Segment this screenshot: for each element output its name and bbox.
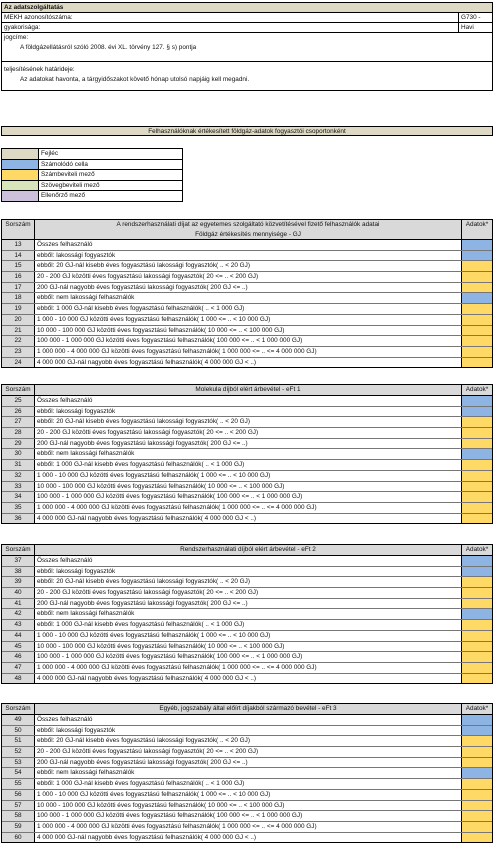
row-number: 32 <box>2 471 35 481</box>
table-row <box>2 293 492 304</box>
row-number: 36 <box>2 514 35 524</box>
data-input-cell[interactable] <box>462 326 492 336</box>
frequency-value: Havi <box>458 23 494 32</box>
data-input-cell[interactable] <box>462 779 492 789</box>
data-input-cell[interactable] <box>462 652 492 662</box>
table-title-text: Molekula díjból elért árbevétel - eFt 1 <box>195 386 301 393</box>
deadline-label: teljesítésének határideje: <box>4 66 75 73</box>
row-label: ebből: nem lakossági felhasználók <box>35 449 462 459</box>
row-number: 43 <box>2 620 35 630</box>
row-label: ebből: 1 000 GJ-nál kisebb éves fogyasztású felhasználók( .. < 1 000 GJ) <box>35 460 462 470</box>
table-row <box>2 503 492 514</box>
data-input-cell[interactable] <box>462 482 492 492</box>
calculated-cell <box>462 240 492 250</box>
row-number-header: Sorszám <box>2 545 35 555</box>
row-label: 100 000 - 1 000 000 GJ közötti éves fogyasztású felhasználók( 100 000 <= .. < 1 000 000 GJ) <box>35 336 462 346</box>
row-number: 55 <box>2 779 35 789</box>
calculated-cell <box>462 293 492 303</box>
table-row <box>2 347 492 358</box>
row-label: ebből: 1 000 GJ-nál kisebb éves fogyasztású felhasználók( .. < 1 000 GJ) <box>35 779 462 789</box>
row-number: 60 <box>2 833 35 843</box>
row-label: 200 GJ-nál nagyobb éves fogyasztású lakossági fogyasztók( 200 GJ <= ..) <box>35 758 462 768</box>
data-column-header: Adatok* <box>465 386 489 393</box>
table-row <box>2 417 492 428</box>
row-label: ebből: lakossági fogyasztók <box>35 726 462 736</box>
table-row <box>2 336 492 347</box>
legend-swatch <box>2 181 39 191</box>
row-number: 21 <box>2 326 35 336</box>
table-row <box>2 283 492 294</box>
row-label: ebből: lakossági fogyasztók <box>35 567 462 577</box>
row-label: ebből: nem lakossági felhasználók <box>35 293 462 303</box>
table-row <box>2 514 492 524</box>
calculated-cell <box>462 556 492 566</box>
row-label: Összes felhasználó <box>35 240 462 250</box>
row-number: 25 <box>2 396 35 406</box>
table-row <box>2 609 492 620</box>
row-number: 24 <box>2 358 35 368</box>
deadline-section <box>2 62 492 90</box>
row-number: 38 <box>2 567 35 577</box>
data-input-cell[interactable] <box>462 417 492 427</box>
row-label: 4 000 000 GJ-nál nagyobb éves fogyasztású felhasználók( 4 000 000 GJ < ..) <box>35 674 462 684</box>
row-number-header: Sorszám <box>2 220 35 239</box>
table-title <box>35 385 462 395</box>
table-row <box>2 439 492 450</box>
calculated-cell <box>462 609 492 619</box>
table-row <box>2 801 492 812</box>
data-column-header: Adatok* <box>465 705 489 712</box>
row-number: 34 <box>2 492 35 502</box>
row-number: 29 <box>2 439 35 449</box>
frequency-label: gyakorisága: <box>4 24 41 31</box>
row-label: 20 - 200 GJ közötti éves fogyasztású lakossági fogyasztók( 20 <= .. < 200 GJ) <box>35 272 462 282</box>
row-number: 16 <box>2 272 35 282</box>
table-row <box>2 790 492 801</box>
row-number: 26 <box>2 407 35 417</box>
row-label: 1 000 - 10 000 GJ közötti éves fogyasztású felhasználók( 1 000 <= .. < 10 000 GJ) <box>35 471 462 481</box>
table-row <box>2 272 492 283</box>
row-label: 200 GJ-nál nagyobb éves fogyasztású lakossági fogyasztók( 200 GJ <= ..) <box>35 439 462 449</box>
row-label: ebből: nem lakossági felhasználók <box>35 768 462 778</box>
data-input-cell[interactable] <box>462 358 492 368</box>
table-title <box>35 704 462 714</box>
mekh-id-value: G730 - <box>458 13 494 22</box>
row-number: 19 <box>2 304 35 314</box>
table-row <box>2 663 492 674</box>
calculated-cell <box>462 449 492 459</box>
table-row <box>2 779 492 790</box>
table-subtitle-text: Földgáz értékesítés mennyisége - GJ <box>195 231 301 238</box>
data-input-cell[interactable] <box>462 674 492 684</box>
data-input-cell[interactable] <box>462 347 492 357</box>
other-fee-revenue-table <box>1 703 493 843</box>
row-number: 37 <box>2 556 35 566</box>
row-label: 4 000 000 GJ-nál nagyobb éves fogyasztású felhasználók( 4 000 000 GJ < ..) <box>35 514 462 524</box>
legend-item <box>2 191 182 201</box>
row-label: 200 GJ-nál nagyobb éves fogyasztású lakossági fogyasztók( 200 GJ <= ..) <box>35 283 462 293</box>
calculated-cell <box>462 396 492 406</box>
row-label: 1 000 000 - 4 000 000 GJ közötti éves fogyasztású felhasználók( 1 000 000 <= .. <= 4 000 000 GJ) <box>35 822 462 832</box>
row-label: 20 - 200 GJ közötti éves fogyasztású lakossági fogyasztók( 20 <= .. < 200 GJ) <box>35 588 462 598</box>
data-input-cell[interactable] <box>462 272 492 282</box>
data-input-cell[interactable] <box>462 642 492 652</box>
row-label: ebből: lakossági fogyasztók <box>35 407 462 417</box>
row-label: ebből: 1 000 GJ-nál kisebb éves fogyasztású felhasználók( .. < 1 000 GJ) <box>35 304 462 314</box>
data-input-cell[interactable] <box>462 514 492 524</box>
table-row <box>2 449 492 460</box>
legal-basis-text: A földgázellátásról szóló 2008. évi XL. törvény 127. § s) pontja <box>20 44 197 51</box>
row-number: 49 <box>2 715 35 725</box>
table-row <box>2 482 492 493</box>
row-number: 40 <box>2 588 35 598</box>
data-input-cell[interactable] <box>462 833 492 843</box>
header-title: Az adatszolgáltatás <box>2 3 492 13</box>
row-number: 54 <box>2 768 35 778</box>
data-input-cell[interactable] <box>462 471 492 481</box>
table-header <box>2 220 492 240</box>
row-label: ebből: 20 GJ-nál kisebb éves fogyasztású lakossági fogyasztók( .. < 20 GJ) <box>35 417 462 427</box>
row-number: 50 <box>2 726 35 736</box>
data-column-header: Adatok* <box>465 546 489 553</box>
table-row <box>2 588 492 599</box>
row-number: 58 <box>2 811 35 821</box>
legend-label: Számolódó cella <box>41 160 88 168</box>
data-input-cell[interactable] <box>462 261 492 271</box>
table-title-text: Egyéb, jogszabály által előírt díjakból származó bevétel - eFt 3 <box>159 705 337 712</box>
row-number: 52 <box>2 747 35 757</box>
row-number: 47 <box>2 663 35 673</box>
table-header <box>2 545 492 556</box>
row-label: 100 000 - 1 000 000 GJ közötti éves fogyasztású felhasználók( 100 000 <= .. < 1 000 000 GJ) <box>35 492 462 502</box>
legend-item <box>2 160 182 171</box>
data-input-cell[interactable] <box>462 304 492 314</box>
row-number: 45 <box>2 642 35 652</box>
row-label: 10 000 - 100 000 GJ közötti éves fogyasztású felhasználók( 10 000 <= .. < 100 000 GJ) <box>35 801 462 811</box>
row-number: 56 <box>2 790 35 800</box>
data-input-cell[interactable] <box>462 822 492 832</box>
table-row <box>2 811 492 822</box>
legend-swatch <box>2 160 39 170</box>
data-input-cell[interactable] <box>462 588 492 598</box>
calculated-cell <box>462 251 492 261</box>
row-number: 22 <box>2 336 35 346</box>
molecule-fee-revenue-table <box>1 384 493 524</box>
table-row <box>2 715 492 726</box>
row-number: 18 <box>2 293 35 303</box>
row-label: ebből: lakossági fogyasztók <box>35 251 462 261</box>
row-number: 41 <box>2 599 35 609</box>
row-label: 1 000 - 10 000 GJ közötti éves fogyasztású felhasználók( 1 000 <= .. < 10 000 GJ) <box>35 631 462 641</box>
legend-label: Fejléc <box>41 150 59 157</box>
row-label: ebből: 20 GJ-nál kisebb éves fogyasztású lakossági fogyasztók( .. < 20 GJ) <box>35 577 462 587</box>
row-number-header: Sorszám <box>2 385 35 395</box>
table-row <box>2 460 492 471</box>
table-row <box>2 396 492 407</box>
row-number: 27 <box>2 417 35 427</box>
row-number: 13 <box>2 240 35 250</box>
calculated-cell <box>462 768 492 778</box>
table-row <box>2 674 492 684</box>
data-input-cell[interactable] <box>462 758 492 768</box>
row-label: ebből: 20 GJ-nál kisebb éves fogyasztású lakossági fogyasztók( .. < 20 GJ) <box>35 736 462 746</box>
color-legend <box>1 148 183 202</box>
row-number: 46 <box>2 652 35 662</box>
legend-label: Szövegbeviteli mező <box>41 181 100 189</box>
table-row <box>2 428 492 439</box>
data-input-cell[interactable] <box>462 599 492 609</box>
row-label: Összes felhasználó <box>35 715 462 725</box>
table-row <box>2 833 492 843</box>
legend-item <box>2 170 182 181</box>
table-row <box>2 567 492 578</box>
table-row <box>2 304 492 315</box>
legend-label: Számbeviteli mező <box>41 171 95 178</box>
calculated-cell <box>462 726 492 736</box>
calculated-cell <box>462 715 492 725</box>
row-number: 14 <box>2 251 35 261</box>
row-label: 200 GJ-nál nagyobb éves fogyasztású lakossági fogyasztók( 200 GJ <= ..) <box>35 599 462 609</box>
data-input-cell[interactable] <box>462 428 492 438</box>
table-row <box>2 261 492 272</box>
row-label: 10 000 - 100 000 GJ közötti éves fogyasztású felhasználók( 10 000 <= .. < 100 000 GJ) <box>35 326 462 336</box>
table-row <box>2 631 492 642</box>
system-fee-revenue-table <box>1 544 493 684</box>
row-label: ebből: nem lakossági felhasználók <box>35 609 462 619</box>
legend-item <box>2 149 182 160</box>
row-number: 48 <box>2 674 35 684</box>
deadline-text: Az adatokat havonta, a tárgyidőszakot követő hónap utolsó napjáig kell megadni. <box>20 76 250 83</box>
row-label: ebből: 1 000 GJ-nál kisebb éves fogyasztású felhasználók( .. < 1 000 GJ) <box>35 620 462 630</box>
data-input-cell[interactable] <box>462 631 492 641</box>
row-number: 33 <box>2 482 35 492</box>
row-number: 31 <box>2 460 35 470</box>
table-title <box>35 545 462 555</box>
data-provision-header <box>1 2 493 91</box>
data-input-cell[interactable] <box>462 736 492 746</box>
data-input-cell[interactable] <box>462 620 492 630</box>
row-number: 20 <box>2 315 35 325</box>
data-input-cell[interactable] <box>462 283 492 293</box>
table-row <box>2 599 492 610</box>
table-row <box>2 251 492 262</box>
row-label: 20 - 200 GJ közötti éves fogyasztású lakossági fogyasztók( 20 <= .. < 200 GJ) <box>35 428 462 438</box>
row-number: 53 <box>2 758 35 768</box>
data-input-cell[interactable] <box>462 801 492 811</box>
table-title-text: A rendszerhasználati díjat az egyetemes szolgáltató közvetítésével fizető felhasználók adatai <box>116 221 380 228</box>
data-input-cell[interactable] <box>462 663 492 673</box>
section-banner: Felhasználóknak értékesített földgáz-adatok fogyasztói csoportonként <box>1 126 493 136</box>
data-input-cell[interactable] <box>462 492 492 502</box>
row-label: 1 000 - 10 000 GJ közötti éves fogyasztású felhasználók( 1 000 <= .. < 10 000 GJ) <box>35 790 462 800</box>
legal-basis-label: jogcíme: <box>4 34 29 41</box>
row-label: 100 000 - 1 000 000 GJ közötti éves fogyasztású felhasználók( 100 000 <= .. < 1 000 000 GJ) <box>35 811 462 821</box>
table-row <box>2 747 492 758</box>
table-row <box>2 652 492 663</box>
data-input-cell[interactable] <box>462 577 492 587</box>
table-row <box>2 240 492 251</box>
row-number: 23 <box>2 347 35 357</box>
mekh-id-row <box>2 13 492 23</box>
data-column-header: Adatok* <box>465 221 489 228</box>
row-label: ebből: 20 GJ-nál kisebb éves fogyasztású lakossági fogyasztók( .. < 20 GJ) <box>35 261 462 271</box>
table-row <box>2 326 492 337</box>
row-label: 1 000 000 - 4 000 000 GJ közötti éves fogyasztású felhasználók( 1 000 000 <= .. <= 4 000 000 GJ) <box>35 663 462 673</box>
table-row <box>2 556 492 567</box>
legend-label: Ellenőrző mező <box>41 192 86 199</box>
data-input-cell[interactable] <box>462 503 492 513</box>
table-row <box>2 642 492 653</box>
row-number: 28 <box>2 428 35 438</box>
table-row <box>2 358 492 368</box>
data-input-cell[interactable] <box>462 790 492 800</box>
table-title-text: Rendszerhasználati díjból elért árbevétel - eFt 2 <box>180 546 316 553</box>
table-row <box>2 822 492 833</box>
legend-item <box>2 181 182 192</box>
row-label: 20 - 200 GJ közötti éves fogyasztású lakossági fogyasztók( 20 <= .. < 200 GJ) <box>35 747 462 757</box>
row-label: 10 000 - 100 000 GJ közötti éves fogyasztású felhasználók( 10 000 <= .. < 100 000 GJ) <box>35 642 462 652</box>
row-number-header: Sorszám <box>2 704 35 714</box>
mekh-id-label: MEKH azonosítószáma: <box>4 14 73 21</box>
row-number: 42 <box>2 609 35 619</box>
gas-sales-volume-table <box>1 219 493 368</box>
row-label: 1 000 000 - 4 000 000 GJ közötti éves fogyasztású felhasználók( 1 000 000 <= .. <= 4 000 000 GJ) <box>35 503 462 513</box>
legend-swatch <box>2 191 39 201</box>
table-row <box>2 758 492 769</box>
table-header <box>2 385 492 396</box>
table-row <box>2 407 492 418</box>
legal-basis-section <box>2 33 492 62</box>
table-title <box>35 220 462 239</box>
row-number: 30 <box>2 449 35 459</box>
row-label: 1 000 - 10 000 GJ közötti éves fogyasztású felhasználók( 1 000 <= .. < 10 000 GJ) <box>35 315 462 325</box>
row-label: 100 000 - 1 000 000 GJ közötti éves fogyasztású felhasználók( 100 000 <= .. < 1 000 000 GJ) <box>35 652 462 662</box>
row-number: 15 <box>2 261 35 271</box>
data-input-cell[interactable] <box>462 439 492 449</box>
legend-swatch <box>2 170 39 180</box>
table-row <box>2 315 492 326</box>
table-row <box>2 577 492 588</box>
row-label: 4 000 000 GJ-nál nagyobb éves fogyasztású felhasználók( 4 000 000 GJ < ..) <box>35 833 462 843</box>
row-label: 10 000 - 100 000 GJ közötti éves fogyasztású felhasználók( 10 000 <= .. < 100 000 GJ) <box>35 482 462 492</box>
table-row <box>2 768 492 779</box>
frequency-row <box>2 23 492 33</box>
table-row <box>2 620 492 631</box>
row-label: 1 000 000 - 4 000 000 GJ közötti éves fogyasztású felhasználók( 1 000 000 <= .. <= 4 000 000 GJ) <box>35 347 462 357</box>
calculated-cell <box>462 567 492 577</box>
row-label: Összes felhasználó <box>35 396 462 406</box>
data-input-cell[interactable] <box>462 811 492 821</box>
table-row <box>2 736 492 747</box>
row-number: 57 <box>2 801 35 811</box>
legend-swatch <box>2 149 39 159</box>
data-input-cell[interactable] <box>462 460 492 470</box>
data-input-cell[interactable] <box>462 336 492 346</box>
row-label: Összes felhasználó <box>35 556 462 566</box>
row-label: 4 000 000 GJ-nál nagyobb éves fogyasztású felhasználók( 4 000 000 GJ < ..) <box>35 358 462 368</box>
table-header <box>2 704 492 715</box>
table-row <box>2 726 492 737</box>
data-input-cell[interactable] <box>462 747 492 757</box>
row-number: 59 <box>2 822 35 832</box>
table-row <box>2 471 492 482</box>
table-row <box>2 492 492 503</box>
row-number: 39 <box>2 577 35 587</box>
row-number: 51 <box>2 736 35 746</box>
data-input-cell[interactable] <box>462 315 492 325</box>
row-number: 17 <box>2 283 35 293</box>
row-number: 35 <box>2 503 35 513</box>
row-number: 44 <box>2 631 35 641</box>
calculated-cell <box>462 407 492 417</box>
